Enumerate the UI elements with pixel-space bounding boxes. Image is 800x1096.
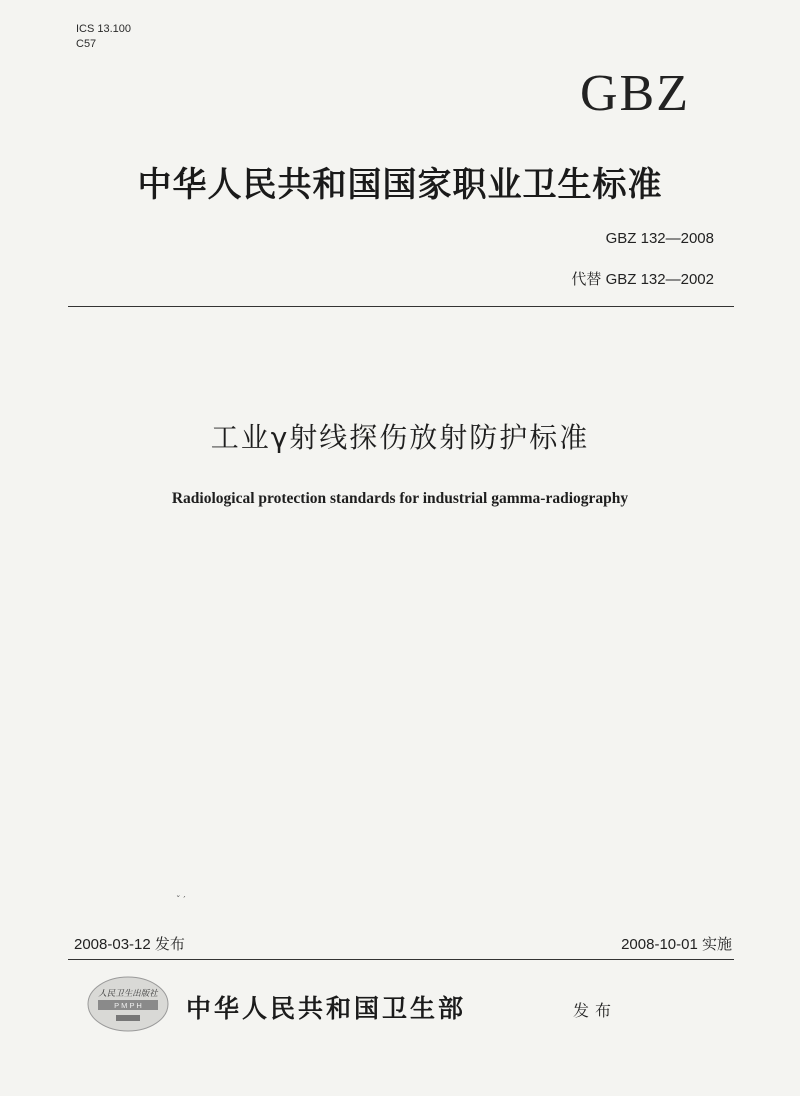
ics-code: ICS 13.100 — [76, 23, 132, 35]
publish-label: 发布 — [573, 1001, 618, 1020]
publisher-name: 中华人民共和国卫生部 — [186, 994, 467, 1023]
seal-top-text: 人民卫生出版社 — [98, 989, 158, 999]
document-title-english: Radiological protection standards for industrial gamma-radiography — [171, 490, 629, 507]
issue-date: 2008-03-12 发布 — [74, 936, 185, 953]
effective-date: 2008-10-01 实施 — [621, 936, 732, 953]
standard-number: GBZ 132—2008 — [605, 230, 714, 247]
scan-speck: ˇ ′ — [176, 896, 186, 906]
ccs-code: C57 — [76, 38, 97, 50]
gbz-logo: GBZ — [580, 65, 690, 122]
document-title-chinese: 工业γ射线探伤放射防护标准 — [210, 421, 590, 454]
replaced-standard: 代替 GBZ 132—2002 — [571, 271, 714, 288]
header-divider — [68, 306, 734, 307]
publisher-seal-logo — [86, 975, 170, 1033]
footer-divider — [68, 959, 734, 960]
seal-band-text: P M P H — [114, 1001, 142, 1011]
national-standard-title: 中华人民共和国国家职业卫生标准 — [137, 165, 663, 205]
classification-codes — [76, 22, 131, 52]
